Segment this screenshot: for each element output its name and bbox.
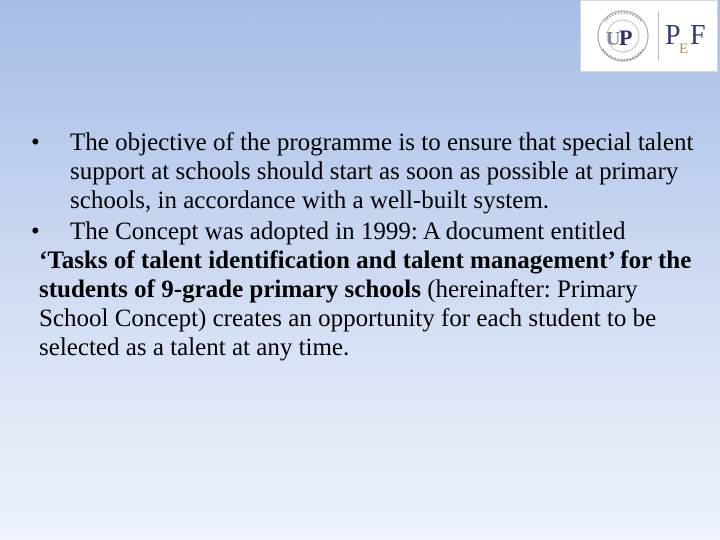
bullet-marker: • xyxy=(31,218,40,245)
bullet-marker: • xyxy=(31,129,40,156)
svg-text:E: E xyxy=(679,41,689,57)
svg-text:U: U xyxy=(606,28,621,50)
bullet-text: The Concept was adopted in 1999: A document entitled xyxy=(70,218,626,245)
faculty-logo xyxy=(663,11,713,61)
svg-text:F: F xyxy=(690,20,706,51)
document-title: ‘Tasks of talent identification and talent management’ for the students of 9-grade primary schools xyxy=(39,247,692,303)
concept-paragraph xyxy=(39,246,694,362)
paragraph-text: (hereinafter: Primary School Concept) creates an opportunity for each student to be selected as a talent at any time. xyxy=(39,276,657,361)
bullet-item-concept xyxy=(31,217,694,246)
slide-body xyxy=(31,128,694,362)
bullet-text: The objective of the programme is to ensure that special talent support at schools should start as soon as possible at primary schools, in accordance with a well-built system. xyxy=(70,129,694,214)
university-seal-logo xyxy=(595,5,651,67)
bullet-item-objective xyxy=(31,128,694,215)
svg-text:P: P xyxy=(665,20,681,51)
svg-text:P: P xyxy=(619,25,633,50)
logo-panel xyxy=(580,0,718,72)
logo-divider xyxy=(658,11,659,61)
